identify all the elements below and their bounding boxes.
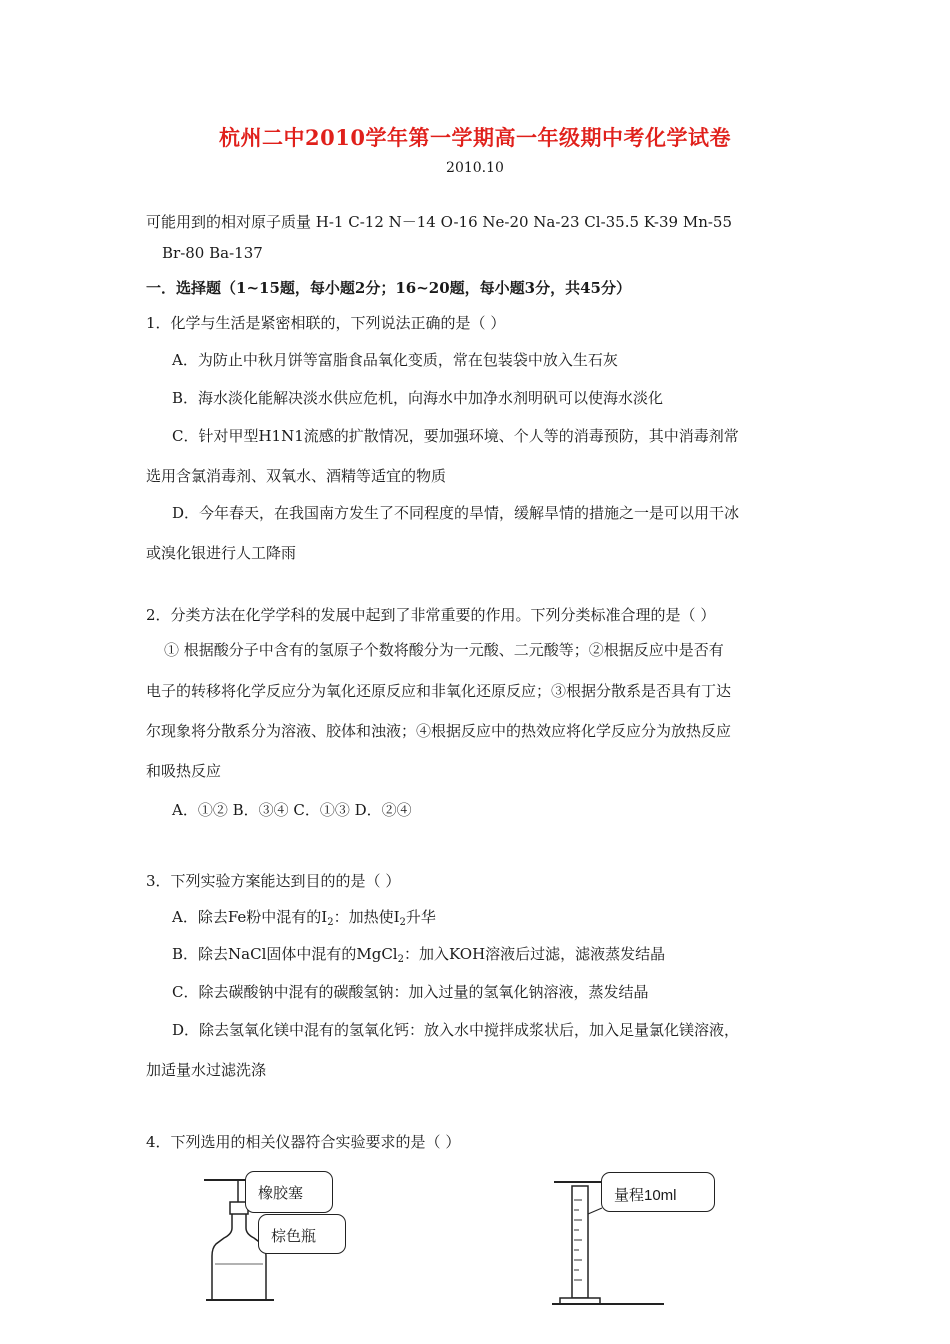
exam-title: 杭州二中2010学年第一学期高一年级期中考化学试卷 [219, 125, 731, 150]
measuring-range-callout: 量程10ml [601, 1172, 715, 1212]
q3-option-b [172, 944, 665, 970]
atomic-mass-line-2: Br-80 Ba-137 [162, 244, 263, 262]
q2-stem: 2．分类方法在化学学科的发展中起到了非常重要的作用。下列分类标准合理的是（ ） [146, 606, 716, 624]
exam-date: 2010.10 [446, 160, 504, 176]
q3-option-a-text-2: ：加热使I [333, 908, 400, 926]
q1-stem: 1．化学与生活是紧密相联的，下列说法正确的是（ ） [146, 314, 506, 332]
q3-option-a-text-3: 升华 [405, 908, 436, 926]
q2-options: A．①② B．③④ C．①③ D．②④ [172, 801, 412, 819]
q3-stem: 3．下列实验方案能达到目的的是（ ） [146, 872, 401, 890]
q2-paragraph-line-1: ① 根据酸分子中含有的氢原子个数将酸分为一元酸、二元酸等；②根据反应中是否有 [164, 641, 724, 659]
section-heading: 一．选择题（1~15题，每小题2分；16~20题，每小题3分，共45分） [146, 279, 631, 297]
q1-option-a: A．为防止中秋月饼等富脂食品氧化变质，常在包装袋中放入生石灰 [172, 351, 618, 369]
q3-option-c: C．除去碳酸钠中混有的碳酸氢钠：加入过量的氢氧化钠溶液，蒸发结晶 [172, 983, 649, 1001]
brown-bottle-callout: 棕色瓶 [258, 1214, 346, 1254]
q1-option-c-line-2: 选用含氯消毒剂、双氧水、酒精等适宜的物质 [146, 467, 447, 485]
q2-paragraph-line-4: 和吸热反应 [146, 762, 222, 780]
q3-option-b-text-1: B．除去NaCl固体中混有的MgCl [172, 945, 398, 963]
q3-option-d-line-1: D．除去氢氧化镁中混有的氢氧化钙：放入水中搅拌成浆状后，加入足量氯化镁溶液， [172, 1021, 740, 1039]
q3-option-a-text-1: A．除去Fe粉中混有的I [172, 908, 328, 926]
q1-option-c-line-1: C．针对甲型H1N1流感的扩散情况，要加强环境、个人等的消毒预防，其中消毒剂常 [172, 427, 739, 445]
q3-option-a-subscript-1: 2 [327, 917, 334, 928]
q1-option-d-line-2: 或溴化银进行人工降雨 [146, 544, 297, 562]
q1-option-d-line-1: D．今年春天，在我国南方发生了不同程度的旱情，缓解旱情的措施之一是可以用干冰 [172, 504, 740, 522]
q3-option-a [172, 907, 436, 933]
q3-option-a-subscript-2: 2 [399, 917, 406, 928]
q3-option-b-text-2: ：加入KOH溶液后过滤，滤液蒸发结晶 [403, 945, 666, 963]
atomic-mass-line-1: 可能用到的相对原子质量 H-1 C-12 N－14 O-16 Ne-20 Na-23 Cl-35.5 K-39 Mn-55 [146, 213, 733, 231]
q3-option-d-line-2: 加适量水过滤洗涤 [146, 1061, 267, 1079]
q4-stem: 4．下列选用的相关仪器符合实验要求的是（ ） [146, 1133, 461, 1151]
q3-option-b-subscript: 2 [397, 954, 404, 965]
q2-paragraph-line-2: 电子的转移将化学反应分为氧化还原反应和非氧化还原反应；③根据分散系是否具有丁达 [146, 682, 732, 700]
q2-paragraph-line-3: 尔现象将分散系分为溶液、胶体和浊液；④根据反应中的热效应将化学反应分为放热反应 [146, 722, 732, 740]
q1-option-b: B．海水淡化能解决淡水供应危机，向海水中加净水剂明矾可以使海水淡化 [172, 389, 664, 407]
rubber-stopper-callout: 橡胶塞 [245, 1171, 333, 1213]
